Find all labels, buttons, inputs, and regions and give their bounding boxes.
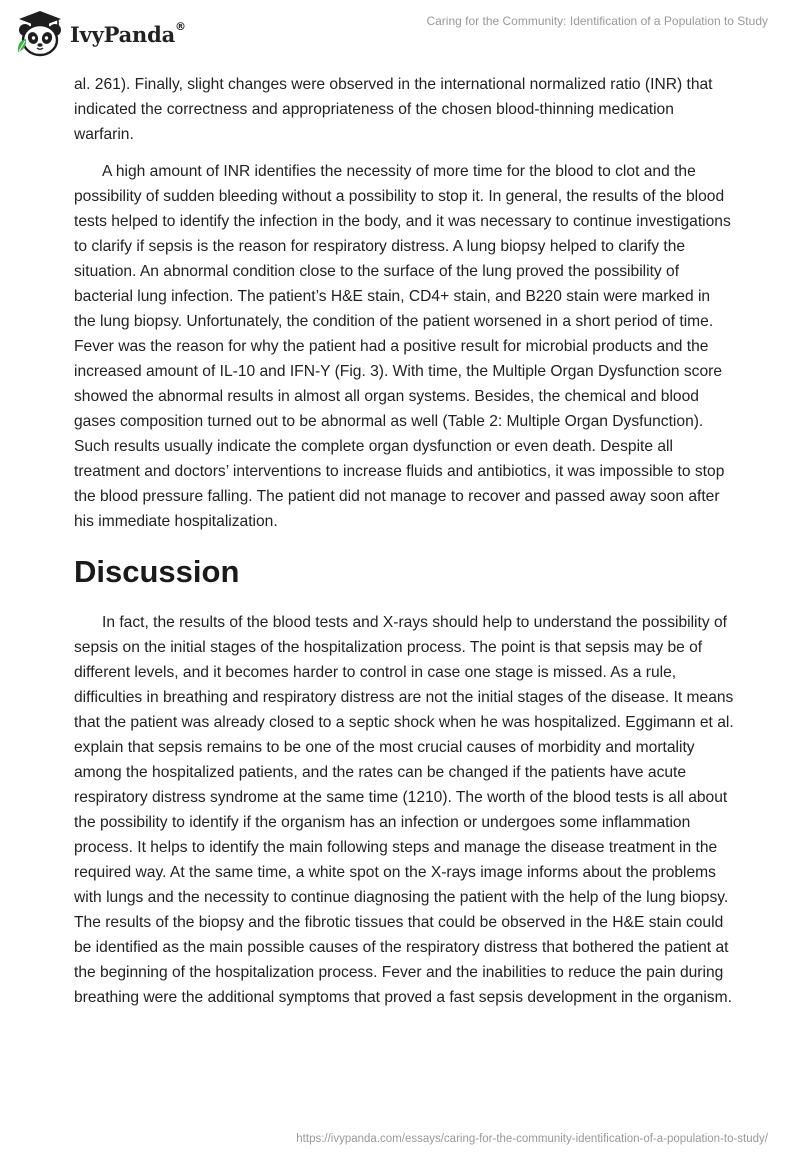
paragraph-continued: al. 261). Finally, slight changes were observed in the international normalized ratio (INR) that indicated the correctness and appropriateness of the chosen blood-thinning medication warfarin.	[74, 76, 713, 143]
footer-source-url[interactable]: https://ivypanda.com/essays/caring-for-the-community-identification-of-a-population-to-study/	[296, 1133, 768, 1145]
section-heading-discussion: Discussion	[74, 554, 240, 589]
logo-wordmark: IvyPanda®	[70, 19, 186, 47]
essay-content	[74, 72, 734, 1010]
ivypanda-logo[interactable]	[14, 8, 186, 60]
paragraph-discussion: In fact, the results of the blood tests and X-rays should help to understand the possibility of sepsis on the initial stages of the hospitalization process. The point is that sepsis may be of different levels, and it becomes harder to control in case one stage is missed. As a rule, difficulties in breathing and respiratory distress are not the initial stages of the disease. It means that the patient was already closed to a septic shock when he was hospitalized. Eggimann et al. explain that sepsis remains to be one of the most crucial causes of morbidity and mortality among the hospitalized patients, and the rates can be changed if the patients have acute respiratory distress syndrome at the same time (1210). The worth of the blood tests is all about the possibility to identify if the organism has an infection or undergoes some inflammation process. It helps to identify the main following steps and manage the disease treatment in the required way. At the same time, a white spot on the X-rays image informs about the problems with lungs and the necessity to continue diagnosing the patient with the help of the lung biopsy. The results of the biopsy and the fibrotic tissues that could be observed in the H&E stain could be identified as the main possible causes of the respiratory distress that bothered the patient at the beginning of the hospitalization process. Fever and the inabilities to reduce the pain during breathing were the additional symptoms that proved a fast sepsis development in the organism.	[74, 614, 734, 1006]
page-header	[0, 0, 800, 70]
document-title: Caring for the Community: Identification of a Population to Study	[426, 14, 768, 28]
panda-graduate-icon	[14, 8, 66, 60]
paragraph-results: A high amount of INR identifies the necessity of more time for the blood to clot and the possibility of sudden bleeding without a possibility to stop it. In general, the results of the blood tests helped to identify the infection in the body, and it was necessary to continue investigations to clarify if sepsis is the reason for respiratory distress. A lung biopsy helped to clarify the situation. An abnormal condition close to the surface of the lung proved the possibility of bacterial lung infection. The patient’s H&E stain, CD4+ stain, and B220 stain were marked in the lung biopsy. Unfortunately, the condition of the patient worsened in a short period of time. Fever was the reason for why the patient had a positive result for microbial products and the increased amount of IL-10 and IFN-Y (Fig. 3). With time, the Multiple Organ Dysfunction score showed the abnormal results in almost all organ systems. Besides, the chemical and blood gases composition turned out to be abnormal as well (Table 2: Multiple Organ Dysfunction). Such results usually indicate the complete organ dysfunction or even death. Despite all treatment and doctors’ interventions to increase fluids and antibiotics, it was impossible to stop the blood pressure falling. The patient did not manage to recover and passed away soon after his immediate hospitalization.	[74, 163, 731, 530]
